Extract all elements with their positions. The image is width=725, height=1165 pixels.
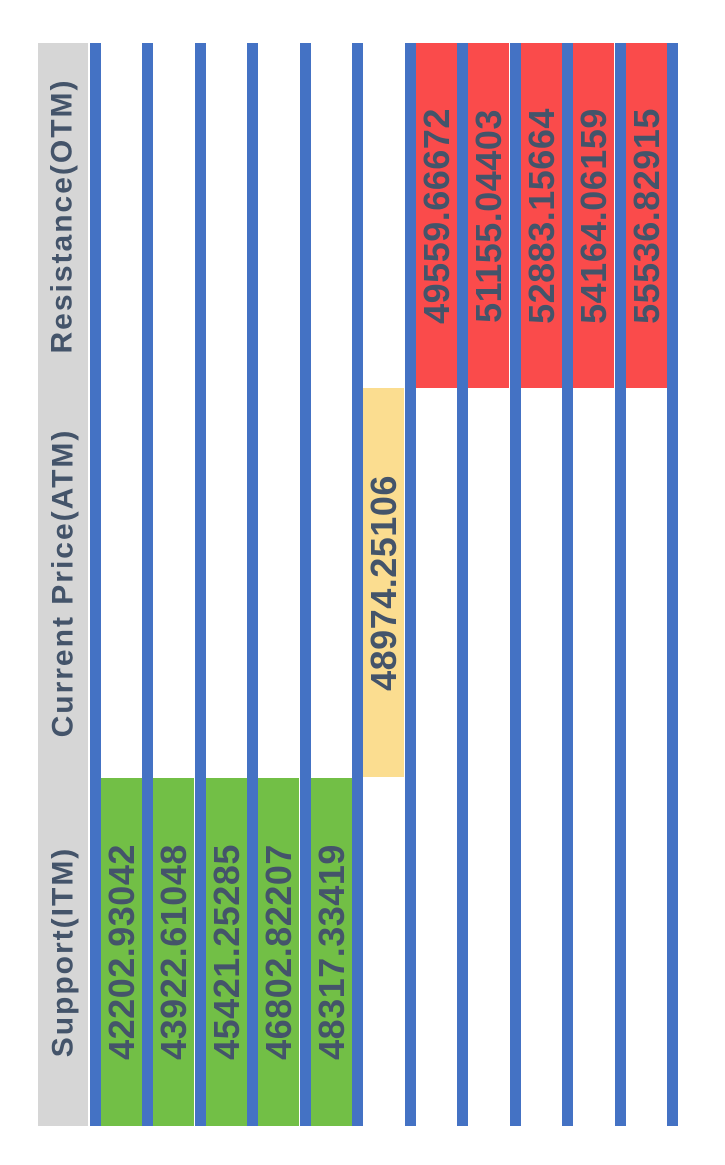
support-value: 46802.82207 [257,844,299,1060]
resistance-cell [626,43,667,388]
grid-line [562,43,573,1126]
column-header-support [38,778,88,1126]
support-cell [153,778,194,1126]
resistance-header-label: Resistance(OTM) [46,77,79,354]
support-value: 48317.33419 [310,844,352,1060]
support-cell [311,778,352,1126]
grid-line [510,43,521,1126]
column-header-current-price [38,388,88,777]
support-value: 45421.25285 [205,844,247,1060]
current-price-header-label: Current Price(ATM) [46,428,79,737]
grid-line [405,43,416,1126]
grid-line [457,43,468,1126]
support-header-label: Support(ITM) [46,846,80,1058]
grid-line [142,43,153,1126]
grid-line [352,43,363,1126]
resistance-value: 55536.82915 [625,107,667,324]
support-cell [258,778,299,1126]
resistance-cell [468,43,509,388]
column-header-resistance [38,43,88,388]
support-cell [101,778,142,1126]
resistance-value: 49559.66672 [415,107,457,324]
resistance-cell [416,43,457,388]
resistance-value: 54164.06159 [572,107,614,324]
resistance-value: 51155.04403 [467,108,509,323]
grid-line [667,43,678,1126]
grid-line [90,43,101,1126]
resistance-cell [521,43,562,388]
resistance-value: 52883.15664 [520,107,562,324]
support-value: 42202.93042 [100,844,142,1060]
current-price-value: 48974.25106 [362,474,404,691]
grid-line [247,43,258,1126]
grid-line [615,43,626,1126]
support-cell [206,778,247,1126]
grid-line [300,43,311,1126]
resistance-cell [573,43,614,388]
grid-line [195,43,206,1126]
current-price-cell [363,388,404,777]
support-value: 43922.61048 [152,844,194,1060]
